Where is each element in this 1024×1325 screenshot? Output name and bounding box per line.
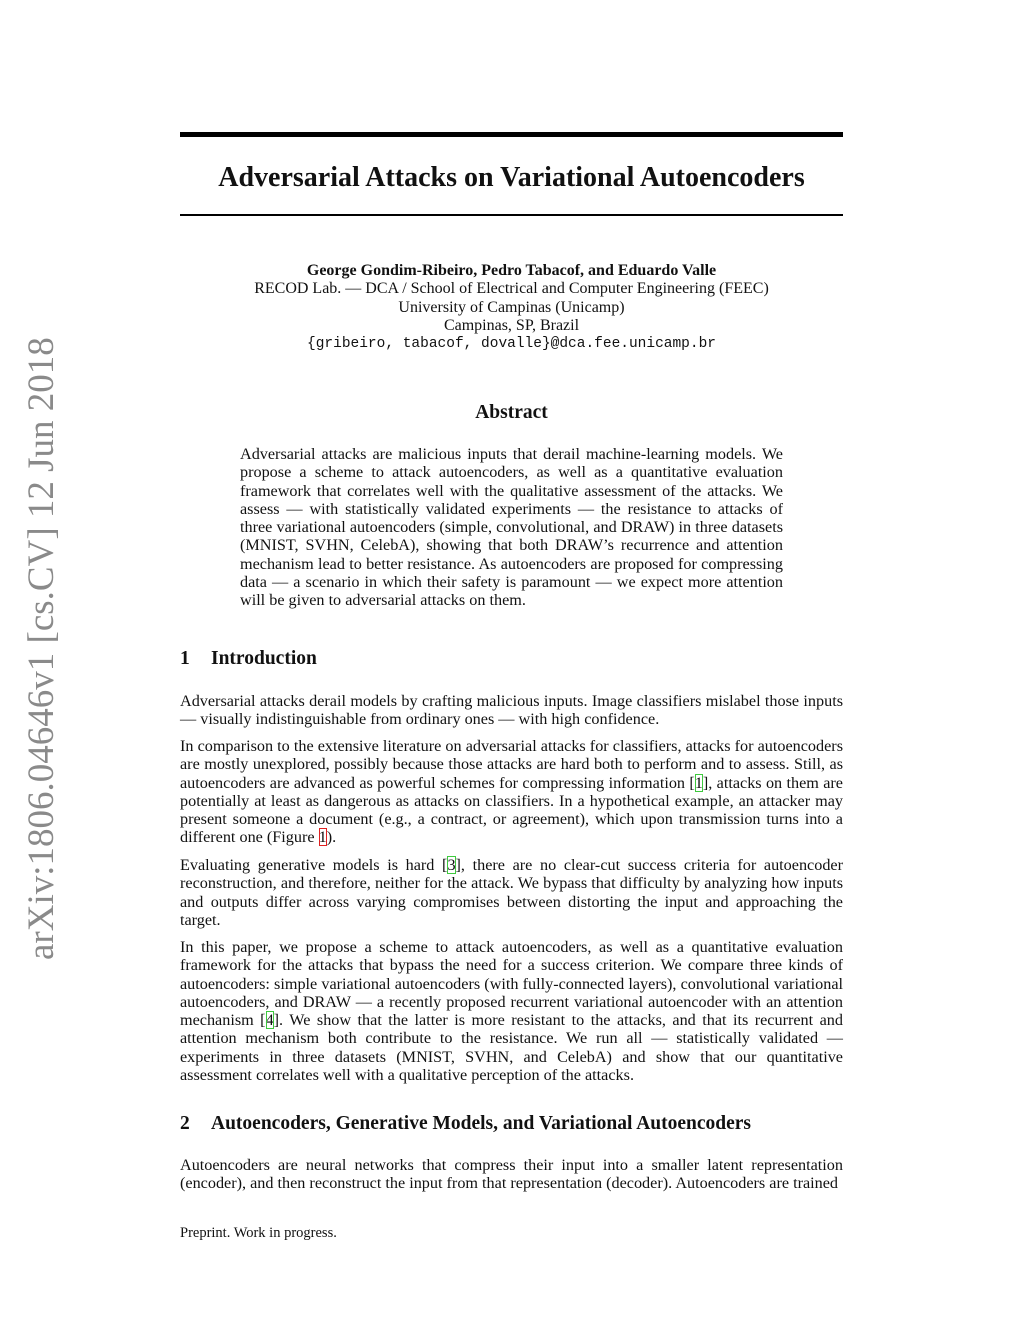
paragraph-text: Evaluating generative models is hard [ (180, 856, 448, 874)
section-number: 1 (180, 648, 190, 669)
paragraph-text: Adversarial attacks derail models by crafting malicious inputs. Image classifiers mislabel those inputs — visually indistinguishable from ordinary ones — with high confidence. (180, 692, 843, 729)
citation-link[interactable]: 3 (447, 856, 456, 874)
section-number: 2 (180, 1113, 190, 1134)
section-heading-1 (180, 648, 317, 670)
paragraph-text: ]. We show that the latter is more resistant to the attacks, and that its recurrent and attention mechanism both contribute to the resistance. We run all — statistically validated — experiments in three datasets (MNIST, SVHN, and CelebA) and show that our quantitative assessment correlates well with a qualitative perception of the attacks. (180, 1011, 843, 1085)
citation-link[interactable]: 1 (694, 773, 703, 792)
title-top-rule (180, 132, 843, 137)
paragraph (180, 938, 843, 1084)
author-email: {gribeiro, tabacof, dovalle}@dca.fee.unicamp.br (307, 336, 716, 353)
author-lab: RECOD Lab. — DCA / School of Electrical and Computer Engineering (FEEC) (254, 280, 769, 298)
title-bottom-rule (180, 214, 843, 216)
paragraph (180, 1156, 843, 1193)
paper-title: Adversarial Attacks on Variational Autoencoders (218, 162, 805, 193)
figure-link[interactable]: 1 (318, 828, 327, 847)
abstract-heading: Abstract (475, 402, 548, 423)
paragraph (180, 856, 843, 929)
author-block (180, 262, 843, 353)
paragraph-text: In comparison to the extensive literature on adversarial attacks for classifiers, attacks for autoencoders are mostly unexplored, possibly because those attacks are hard both to perform and to assess. Still, as autoencoders are advanced as powerful schemes for compressing information [ (180, 737, 843, 792)
paragraph (180, 692, 843, 729)
abstract (240, 445, 783, 610)
section-title: Autoencoders, Generative Models, and Variational Autoencoders (211, 1113, 752, 1134)
author-names: George Gondim-Ribeiro, Pedro Tabacof, and Eduardo Valle (306, 262, 717, 279)
section-heading-2 (180, 1113, 751, 1135)
abstract-text: Adversarial attacks are malicious inputs that derail machine-learning models. We propose a scheme to attack autoencoders, as well as a quantitative evaluation framework that correlates well with the qualitative assessment of the attacks. We assess — with statistically validated experiments — the resistance to attacks of three variational autoencoders (simple, convolutional, and DRAW) in three datasets (MNIST, SVHN, CelebA), showing that both DRAW’s recurrence and attention mechanism lead to better resistance. As autoencoders are proposed for compressing data — a scenario in which their safety is paramount — we expect more attention will be given to adversarial attacks on them. (240, 445, 783, 610)
footer-note: Preprint. Work in progress. (180, 1225, 337, 1241)
paragraph-text: ], attacks on them are potentially at least as dangerous as attacks on classifiers. In a hypothetical example, an attacker may present someone a document (e.g., a contract, or agreement), which upon transmission turns into a different one (Figure (180, 773, 843, 847)
paragraph-text: ], there are no clear-cut success criteria for autoencoder reconstruction, and therefore, neither for the attack. We bypass that difficulty by analyzing how inputs and outputs differ across varying compromises between distorting the input and approaching the target. (180, 856, 843, 929)
citation-link[interactable]: 4 (265, 1011, 274, 1030)
arxiv-stamp: arXiv:1806.04646v1 [cs.CV] 12 Jun 2018 (21, 337, 62, 960)
author-location: Campinas, SP, Brazil (443, 316, 580, 334)
paragraph-text: Autoencoders are neural networks that compress their input into a smaller latent representation (encoder), and then reconstruct the input from that representation (decoder). Autoencoders are trained (180, 1156, 843, 1193)
section-title: Introduction (211, 648, 317, 669)
author-university: University of Campinas (Unicamp) (398, 298, 625, 316)
paragraph (180, 737, 843, 847)
paragraph-text: ). (326, 828, 337, 847)
paragraph-text: In this paper, we propose a scheme to attack autoencoders, as well as a quantitative evaluation framework for the attacks that bypass the need for a success criterion. We compare three kinds of autoencoders: simple variational autoencoders (with fully-connected layers), convolutional variational autoencoders, and DRAW — a recently proposed recurrent variational autoencoder with an attention mechanism [ (180, 938, 843, 1030)
